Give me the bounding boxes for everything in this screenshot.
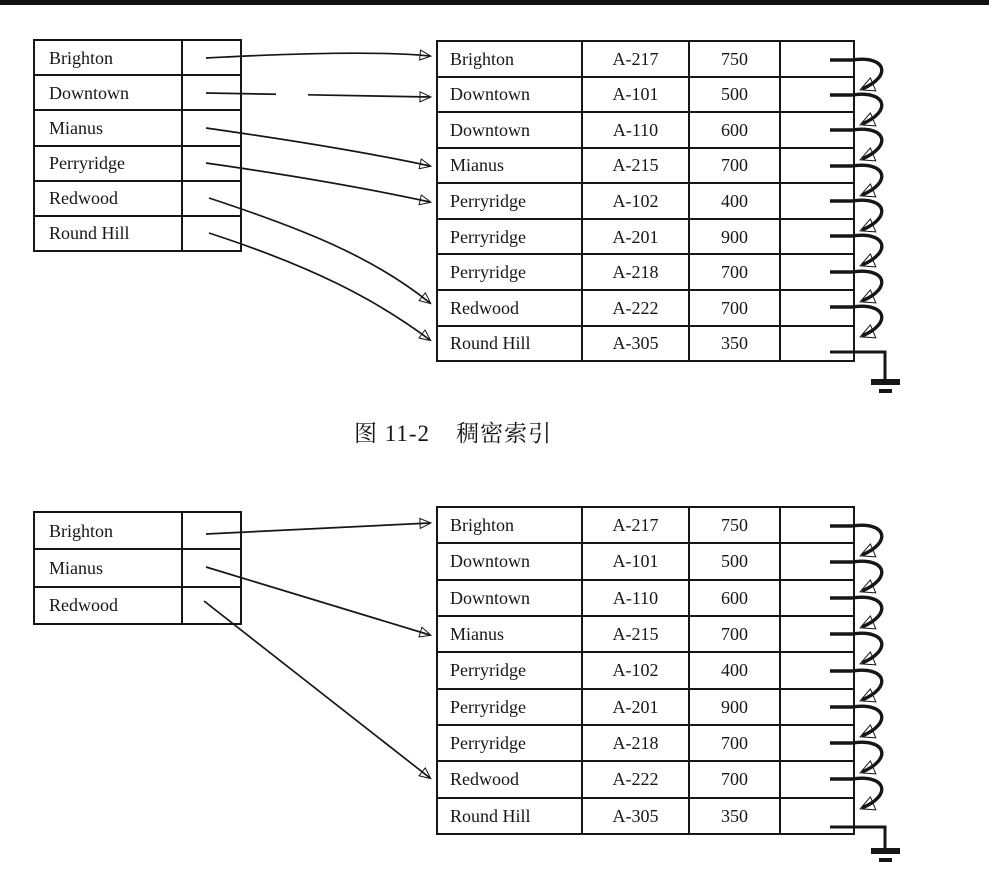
balance-cell: 400	[690, 184, 781, 218]
record-row	[438, 327, 853, 361]
record-row	[438, 544, 853, 580]
index-key-cell: Brighton	[35, 513, 183, 548]
record-pointer-cell	[781, 581, 853, 615]
record-pointer-cell	[781, 762, 853, 796]
record-row	[438, 291, 853, 327]
account-cell: A-215	[583, 617, 690, 651]
record-pointer-cell	[781, 184, 853, 218]
record-row	[438, 220, 853, 256]
index-pointer-cell	[183, 588, 240, 623]
index-row	[35, 41, 240, 76]
record-pointer-cell	[781, 149, 853, 183]
figure-number: 图 11-2	[354, 421, 431, 446]
branch-cell: Round Hill	[438, 799, 583, 833]
balance-cell: 350	[690, 327, 781, 361]
branch-cell: Round Hill	[438, 327, 583, 361]
account-cell: A-215	[583, 149, 690, 183]
account-cell: A-101	[583, 544, 690, 578]
account-cell: A-305	[583, 799, 690, 833]
record-pointer-cell	[781, 42, 853, 76]
branch-cell: Redwood	[438, 762, 583, 796]
record-row	[438, 184, 853, 220]
account-cell: A-217	[583, 42, 690, 76]
balance-cell: 500	[690, 78, 781, 112]
record-row	[438, 149, 853, 185]
dense-records-table	[436, 40, 855, 362]
branch-cell: Perryridge	[438, 220, 583, 254]
account-cell: A-102	[583, 653, 690, 687]
balance-cell: 900	[690, 220, 781, 254]
balance-cell: 700	[690, 291, 781, 325]
record-pointer-cell	[781, 255, 853, 289]
ground-symbol-icon	[871, 848, 900, 854]
index-key-cell: Redwood	[35, 588, 183, 623]
ground-symbol-icon	[879, 858, 892, 862]
account-cell: A-110	[583, 581, 690, 615]
branch-cell: Downtown	[438, 581, 583, 615]
record-pointer-cell	[781, 544, 853, 578]
record-row	[438, 726, 853, 762]
index-row	[35, 182, 240, 217]
balance-cell: 900	[690, 690, 781, 724]
record-row	[438, 762, 853, 798]
sparse-records-table	[436, 506, 855, 835]
index-row	[35, 513, 240, 550]
index-arrow-redwood	[209, 198, 430, 303]
record-row	[438, 690, 853, 726]
record-row	[438, 113, 853, 149]
index-pointer-cell	[183, 550, 240, 585]
record-pointer-cell	[781, 653, 853, 687]
balance-cell: 750	[690, 42, 781, 76]
index-pointer-cell	[183, 41, 240, 74]
index-row	[35, 147, 240, 182]
account-cell: A-101	[583, 78, 690, 112]
figure-title: 稠密索引	[456, 421, 553, 446]
account-cell: A-218	[583, 726, 690, 760]
ground-symbol-icon	[879, 389, 892, 393]
index-pointer-cell	[183, 217, 240, 250]
record-pointer-cell	[781, 291, 853, 325]
branch-cell: Mianus	[438, 149, 583, 183]
account-cell: A-222	[583, 762, 690, 796]
index-pointer-cell	[183, 76, 240, 109]
record-row	[438, 617, 853, 653]
figure-caption	[354, 415, 552, 448]
account-cell: A-217	[583, 508, 690, 542]
index-key-cell: Mianus	[35, 550, 183, 585]
index-key-cell: Perryridge	[35, 147, 183, 180]
index-pointer-cell	[183, 513, 240, 548]
record-pointer-cell	[781, 508, 853, 542]
account-cell: A-201	[583, 690, 690, 724]
branch-cell: Perryridge	[438, 184, 583, 218]
balance-cell: 600	[690, 581, 781, 615]
index-key-cell: Mianus	[35, 111, 183, 144]
index-row	[35, 76, 240, 111]
record-row	[438, 508, 853, 544]
page-top-rule	[0, 0, 989, 5]
index-pointer-cell	[183, 182, 240, 215]
record-pointer-cell	[781, 617, 853, 651]
record-pointer-cell	[781, 690, 853, 724]
branch-cell: Perryridge	[438, 726, 583, 760]
account-cell: A-102	[583, 184, 690, 218]
index-arrow-roundhill	[209, 233, 430, 340]
balance-cell: 600	[690, 113, 781, 147]
index-arrow-redwood	[204, 601, 430, 778]
index-row	[35, 111, 240, 146]
balance-cell: 700	[690, 762, 781, 796]
record-row	[438, 42, 853, 78]
account-cell: A-222	[583, 291, 690, 325]
branch-cell: Brighton	[438, 508, 583, 542]
record-row	[438, 581, 853, 617]
index-pointer-cell	[183, 111, 240, 144]
balance-cell: 700	[690, 255, 781, 289]
index-key-cell: Downtown	[35, 76, 183, 109]
balance-cell: 750	[690, 508, 781, 542]
ground-symbol-icon	[871, 379, 900, 385]
record-pointer-cell	[781, 78, 853, 112]
index-row	[35, 550, 240, 587]
balance-cell: 700	[690, 726, 781, 760]
record-pointer-cell	[781, 799, 853, 833]
index-row	[35, 588, 240, 623]
branch-cell: Downtown	[438, 113, 583, 147]
index-key-cell: Brighton	[35, 41, 183, 74]
record-row	[438, 653, 853, 689]
account-cell: A-201	[583, 220, 690, 254]
balance-cell: 700	[690, 149, 781, 183]
balance-cell: 500	[690, 544, 781, 578]
record-pointer-cell	[781, 220, 853, 254]
record-pointer-cell	[781, 113, 853, 147]
branch-cell: Perryridge	[438, 653, 583, 687]
branch-cell: Perryridge	[438, 255, 583, 289]
balance-cell: 400	[690, 653, 781, 687]
account-cell: A-110	[583, 113, 690, 147]
record-row	[438, 799, 853, 833]
record-row	[438, 255, 853, 291]
balance-cell: 700	[690, 617, 781, 651]
branch-cell: Downtown	[438, 78, 583, 112]
record-pointer-cell	[781, 726, 853, 760]
index-pointer-cell	[183, 147, 240, 180]
index-key-cell: Redwood	[35, 182, 183, 215]
branch-cell: Brighton	[438, 42, 583, 76]
record-row	[438, 78, 853, 114]
record-pointer-cell	[781, 327, 853, 361]
branch-cell: Redwood	[438, 291, 583, 325]
branch-cell: Mianus	[438, 617, 583, 651]
account-cell: A-305	[583, 327, 690, 361]
balance-cell: 350	[690, 799, 781, 833]
account-cell: A-218	[583, 255, 690, 289]
index-row	[35, 217, 240, 250]
sparse-index-table	[33, 511, 242, 625]
branch-cell: Perryridge	[438, 690, 583, 724]
dense-index-table	[33, 39, 242, 252]
index-key-cell: Round Hill	[35, 217, 183, 250]
branch-cell: Downtown	[438, 544, 583, 578]
